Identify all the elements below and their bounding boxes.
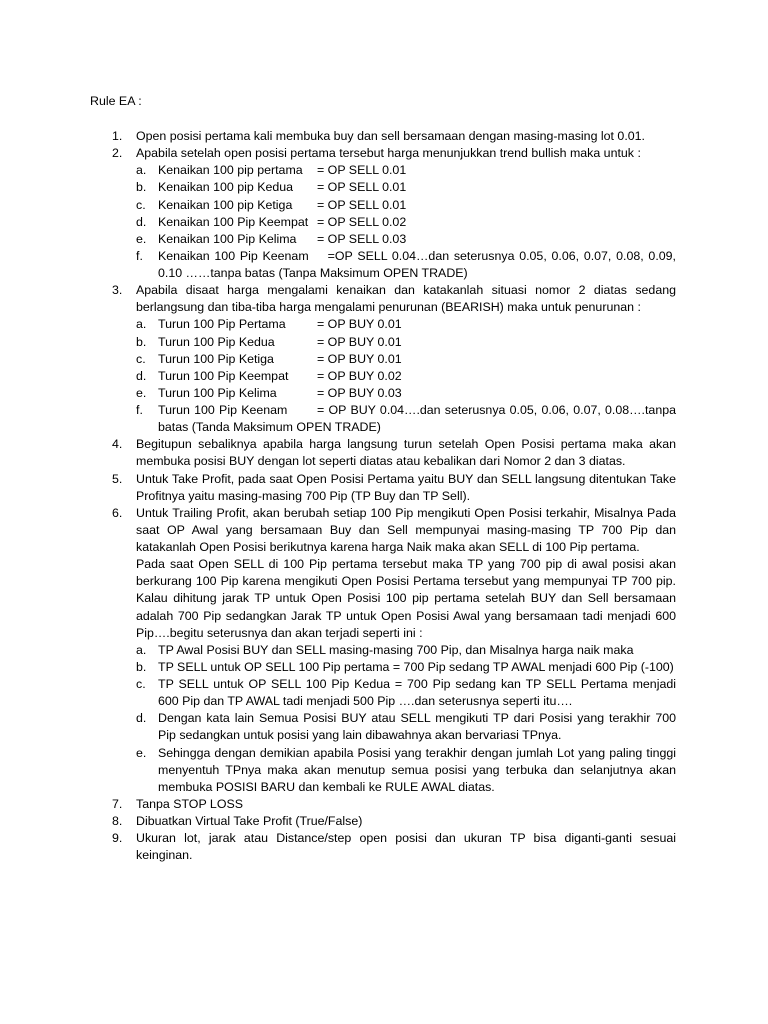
sub-item bbox=[136, 402, 676, 436]
sub-letter: b. bbox=[136, 180, 147, 195]
list-item bbox=[112, 796, 676, 813]
item-number: 9. bbox=[112, 831, 123, 846]
sub-item bbox=[136, 642, 676, 659]
item-number: 7. bbox=[112, 796, 123, 811]
sub-text: TP SELL untuk OP SELL 100 Pip Kedua = 700 Pip sedang kan TP SELL Pertama menjadi 600 Pip dan TP AWAL tadi menjadi 500 Pip ….dan seterusnya seperti itu…. bbox=[158, 677, 676, 709]
sub-value: = OP BUY 0.02 bbox=[317, 368, 402, 383]
sub-value: = OP BUY 0.01 bbox=[317, 351, 402, 366]
item-text: Untuk Take Profit, pada saat Open Posisi Pertama yaitu BUY dan SELL langsung ditentukan Take Profitnya yaitu masing-masing 700 Pip (TP Buy dan TP Sell). bbox=[136, 471, 676, 503]
sub-item bbox=[136, 659, 676, 676]
item-text: Begitupun sebaliknya apabila harga langsung turun setelah Open Posisi pertama maka akan membuka posisi BUY dengan lot seperti diatas atau kebalikan dari Nomor 2 dan 3 diatas. bbox=[136, 437, 676, 469]
sub-letter: b. bbox=[136, 334, 147, 349]
sub-item bbox=[136, 710, 676, 744]
list-item bbox=[112, 436, 676, 470]
sub-item bbox=[136, 179, 676, 196]
sub-label: Kenaikan 100 Pip Keenam bbox=[158, 248, 309, 263]
sub-item bbox=[136, 248, 676, 282]
sub-value: = OP SELL 0.01 bbox=[317, 197, 407, 212]
sub-value: = OP SELL 0.01 bbox=[317, 180, 407, 195]
item-number: 6. bbox=[112, 505, 123, 520]
sub-item bbox=[136, 162, 676, 179]
sub-label: Kenaikan 100 pip Kedua bbox=[158, 180, 294, 195]
sub-letter: a. bbox=[136, 163, 147, 178]
sub-item bbox=[136, 745, 676, 796]
sub-letter: f. bbox=[136, 248, 143, 263]
sub-label: Turun 100 Pip Kedua bbox=[158, 334, 275, 349]
sub-item bbox=[136, 676, 676, 710]
item-text: Ukuran lot, jarak atau Distance/step open posisi dan ukuran TP bisa diganti-ganti sesuai keinginan. bbox=[136, 831, 676, 863]
sub-label: Kenaikan 100 pip Ketiga bbox=[158, 197, 293, 212]
document-title: Rule EA : bbox=[90, 94, 142, 108]
sub-letter: a. bbox=[136, 317, 147, 332]
item-text: Tanpa STOP LOSS bbox=[136, 796, 243, 811]
sub-text: TP SELL untuk OP SELL 100 Pip pertama = 700 Pip sedang TP AWAL menjadi 600 Pip (-100) bbox=[158, 659, 674, 674]
list-item bbox=[112, 282, 676, 436]
item-text: Open posisi pertama kali membuka buy dan sell bersamaan dengan masing-masing lot 0.01. bbox=[136, 129, 645, 143]
sub-label: Turun 100 Pip Ketiga bbox=[158, 351, 274, 366]
sub-label: Turun 100 Pip Keenam bbox=[158, 403, 288, 417]
sub-label: Turun 100 Pip Pertama bbox=[158, 317, 286, 332]
sub-letter: d. bbox=[136, 214, 147, 229]
sub-item bbox=[136, 231, 676, 248]
item-number: 1. bbox=[112, 129, 123, 143]
sub-label: Kenaikan 100 Pip Keempat bbox=[158, 214, 309, 229]
item-text: Apabila setelah open posisi pertama tersebut harga menunjukkan trend bullish maka untuk : bbox=[136, 146, 641, 161]
sub-value: = OP SELL 0.03 bbox=[317, 231, 407, 246]
sub-item bbox=[136, 368, 676, 385]
sub-item bbox=[136, 385, 676, 402]
list-item bbox=[112, 471, 676, 505]
item-number: 2. bbox=[112, 146, 123, 161]
sub-item bbox=[136, 197, 676, 214]
sub-value: = OP BUY 0.03 bbox=[317, 385, 402, 400]
list-item bbox=[112, 505, 676, 796]
sub-letter: d. bbox=[136, 711, 147, 726]
sub-letter: e. bbox=[136, 745, 147, 760]
sub-value: = OP SELL 0.02 bbox=[317, 214, 407, 229]
item-text-continued: Pada saat Open SELL di 100 Pip pertama tersebut maka TP yang 700 pip di awal posisi akan berkurang 100 Pip karena mengikuti Open Posisi Pertama tersebut yang mempunyai TP 700 pip. Kalau dihitung jarak TP untuk Open Posisi 100 pip pertama setelah BUY dan Sell bersamaan adalah 700 Pip sedangkan Jarak TP untuk Open Posisi Awal yang bersamaan tadi menjadi 600 Pip….begitu seterusnya dan akan terjadi seperti ini : bbox=[136, 557, 676, 640]
item-number: 3. bbox=[112, 283, 123, 298]
sub-item bbox=[136, 334, 676, 351]
item-number: 5. bbox=[112, 471, 123, 486]
sub-letter: e. bbox=[136, 231, 147, 246]
list-item bbox=[112, 145, 676, 282]
list-item bbox=[112, 830, 676, 864]
sub-item bbox=[136, 351, 676, 368]
sub-text: Sehingga dengan demikian apabila Posisi yang terakhir dengan jumlah Lot yang paling tinggi menyentuh TPnya maka akan menutup semua posisi yang terbuka dan selanjutnya akan membuka POSISI BARU dan kembali ke RULE AWAL diatas. bbox=[158, 745, 676, 794]
sub-letter: f. bbox=[136, 403, 143, 417]
sub-letter: c. bbox=[136, 677, 146, 691]
item-text: Apabila disaat harga mengalami kenaikan dan katakanlah situasi nomor 2 diatas sedang berlangsung dan tiba-tiba harga mengalami penurunan (BEARISH) maka untuk penurunan : bbox=[136, 283, 676, 315]
sub-label: Kenaikan 100 pip pertama bbox=[158, 163, 303, 178]
sub-item bbox=[136, 214, 676, 231]
item-text: Untuk Trailing Profit, akan berubah setiap 100 Pip mengikuti Open Posisi terkahir, Misalnya Pada saat OP Awal yang bersamaan Buy dan Sell mempunyai masing-masing TP 700 Pip dan katakanlah Open Posisi berikutnya karena harga Naik maka akan SELL di 100 Pip pertama. bbox=[136, 505, 676, 554]
sub-label: Kenaikan 100 Pip Kelima bbox=[158, 231, 297, 246]
sub-value: =OP SELL 0.04…dan seterusnya 0.05, 0.06, 0.07, 0.08, 0.09, 0.10 ……tanpa batas (Tanpa Maksimum OPEN TRADE) bbox=[158, 248, 676, 280]
sub-letter: e. bbox=[136, 385, 147, 400]
sub-value: = OP BUY 0.04….dan seterusnya 0.05, 0.06, 0.07, 0.08….tanpa batas (Tanda Maksimum OPEN TRADE) bbox=[158, 403, 676, 435]
item-number: 8. bbox=[112, 814, 123, 828]
sub-letter: d. bbox=[136, 368, 147, 383]
list-item bbox=[112, 128, 676, 145]
sub-letter: c. bbox=[136, 351, 146, 366]
sub-item bbox=[136, 316, 676, 333]
item-text: Dibuatkan Virtual Take Profit (True/False) bbox=[136, 814, 363, 828]
sub-value: = OP BUY 0.01 bbox=[317, 334, 402, 349]
sub-value: = OP SELL 0.01 bbox=[317, 163, 407, 178]
sub-letter: c. bbox=[136, 197, 146, 212]
sub-text: Dengan kata lain Semua Posisi BUY atau SELL mengikuti TP dari Posisi yang terakhir 700 Pip sedangkan untuk posisi yang lain dibawahnya akan bervariasi TPnya. bbox=[158, 711, 676, 743]
rule-list bbox=[112, 128, 676, 864]
list-item bbox=[112, 813, 676, 830]
sub-letter: a. bbox=[136, 642, 147, 657]
sub-label: Turun 100 Pip Kelima bbox=[158, 385, 277, 400]
sub-text: TP Awal Posisi BUY dan SELL masing-masing 700 Pip, dan Misalnya harga naik maka bbox=[158, 642, 634, 657]
sub-letter: b. bbox=[136, 659, 147, 674]
sub-label: Turun 100 Pip Keempat bbox=[158, 368, 289, 383]
sub-value: = OP BUY 0.01 bbox=[317, 317, 402, 332]
item-number: 4. bbox=[112, 437, 123, 452]
